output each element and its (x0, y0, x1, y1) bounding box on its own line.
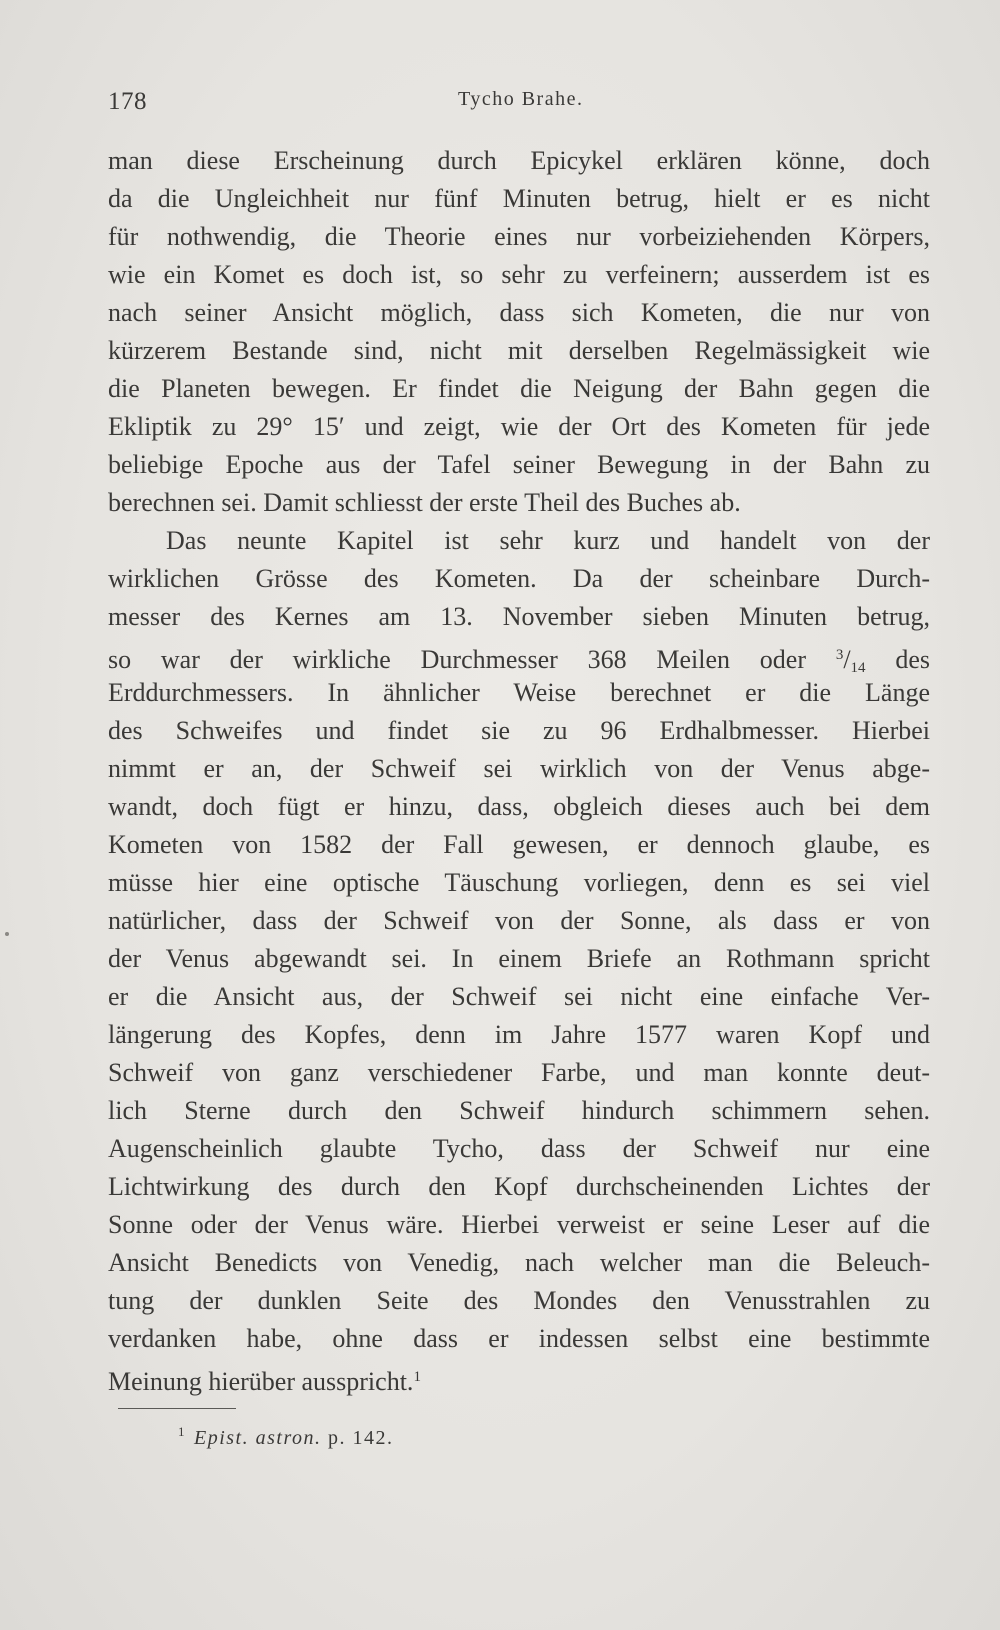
text-line: man diese Erscheinung durch Epicykel erklären könne, doch (108, 146, 930, 175)
footnote-locator: p. 142. (328, 1427, 394, 1449)
text-line: kürzerem Bestande sind, nicht mit derselben Regelmässigkeit wie (108, 336, 930, 365)
text-line: er die Ansicht aus, der Schweif sei nicht eine einfache Ver- (108, 982, 930, 1011)
text-line: des Schweifes und findet sie zu 96 Erdhalbmesser. Hierbei (108, 716, 930, 745)
text-line: Kometen von 1582 der Fall gewesen, er dennoch glaube, es (108, 830, 930, 859)
line-text: so war der wirkliche Durchmesser 368 Meilen oder (108, 645, 807, 674)
text-line: wirklichen Grösse des Kometen. Da der scheinbare Durch- (108, 564, 930, 593)
text-line: Schweif von ganz verschiedener Farbe, und man konnte deut- (108, 1058, 930, 1087)
text-line: beliebige Epoche aus der Tafel seiner Bewegung in der Bahn zu (108, 450, 930, 479)
text-line: der Venus abgewandt sei. In einem Briefe an Rothmann spricht (108, 944, 930, 973)
text-line: wie ein Komet es doch ist, so sehr zu verfeinern; ausserdem ist es (108, 260, 930, 289)
footnote (178, 1424, 394, 1450)
text-line: da die Ungleichheit nur fünf Minuten betrug, hielt er es nicht (108, 184, 930, 213)
text-line: messer des Kernes am 13. November sieben Minuten betrug, (108, 602, 930, 631)
text-line: Lichtwirkung des durch den Kopf durchscheinenden Lichtes der (108, 1172, 930, 1201)
paragraph-start-line: Das neunte Kapitel ist sehr kurz und handelt von der (166, 526, 930, 555)
paper-speck (5, 932, 9, 936)
line-text-end: des (895, 645, 931, 674)
body-text (108, 142, 930, 1396)
fraction-separator: / (843, 645, 851, 674)
text-line-last (108, 1358, 930, 1396)
page-number: 178 (108, 88, 147, 115)
text-line: Ekliptik zu 29° 15′ und zeigt, wie der Ort des Kometen für jede (108, 412, 930, 441)
text-line: längerung des Kopfes, denn im Jahre 1577 waren Kopf und (108, 1020, 930, 1049)
text-line: Sonne oder der Venus wäre. Hierbei verweist er seine Leser auf die (108, 1210, 930, 1239)
text-line: für nothwendig, die Theorie eines nur vorbeiziehenden Körpers, (108, 222, 930, 251)
text-line: nimmt er an, der Schweif sei wirklich von der Venus abge- (108, 754, 930, 783)
text-line: lich Sterne durch den Schweif hindurch schimmern sehen. (108, 1096, 930, 1125)
fraction (836, 645, 866, 674)
text-line-with-fraction (108, 636, 930, 674)
line-text: Meinung hierüber ausspricht. (108, 1367, 414, 1396)
fraction-denominator: 14 (850, 660, 866, 676)
text-line: Augenscheinlich glaubte Tycho, dass der Schweif nur eine (108, 1134, 930, 1163)
page-header (108, 88, 928, 124)
text-line: verdanken habe, ohne dass er indessen selbst eine bestimmte (108, 1324, 930, 1353)
fraction-numerator: 3 (835, 647, 844, 663)
running-title: Tycho Brahe. (458, 88, 584, 110)
footnote-marker: 1 (178, 1424, 186, 1439)
text-line: berechnen sei. Damit schliesst der erste Theil des Buches ab. (108, 488, 741, 517)
footnote-divider (118, 1408, 236, 1409)
text-line: natürlicher, dass der Schweif von der Sonne, als dass er von (108, 906, 930, 935)
text-line: tung der dunklen Seite des Mondes den Venusstrahlen zu (108, 1286, 930, 1315)
text-line: wandt, doch fügt er hinzu, dass, obgleich dieses auch bei dem (108, 792, 930, 821)
text-line: müsse hier eine optische Täuschung vorliegen, denn es sei viel (108, 868, 930, 897)
text-line: nach seiner Ansicht möglich, dass sich Kometen, die nur von (108, 298, 930, 327)
footnote-reference: 1 (413, 1369, 421, 1385)
text-line: die Planeten bewegen. Er findet die Neigung der Bahn gegen die (108, 374, 930, 403)
text-line: Erddurchmessers. In ähnlicher Weise berechnet er die Länge (108, 678, 930, 707)
footnote-work-title: Epist. astron. (194, 1427, 322, 1449)
text-line: Ansicht Benedicts von Venedig, nach welcher man die Beleuch- (108, 1248, 930, 1277)
